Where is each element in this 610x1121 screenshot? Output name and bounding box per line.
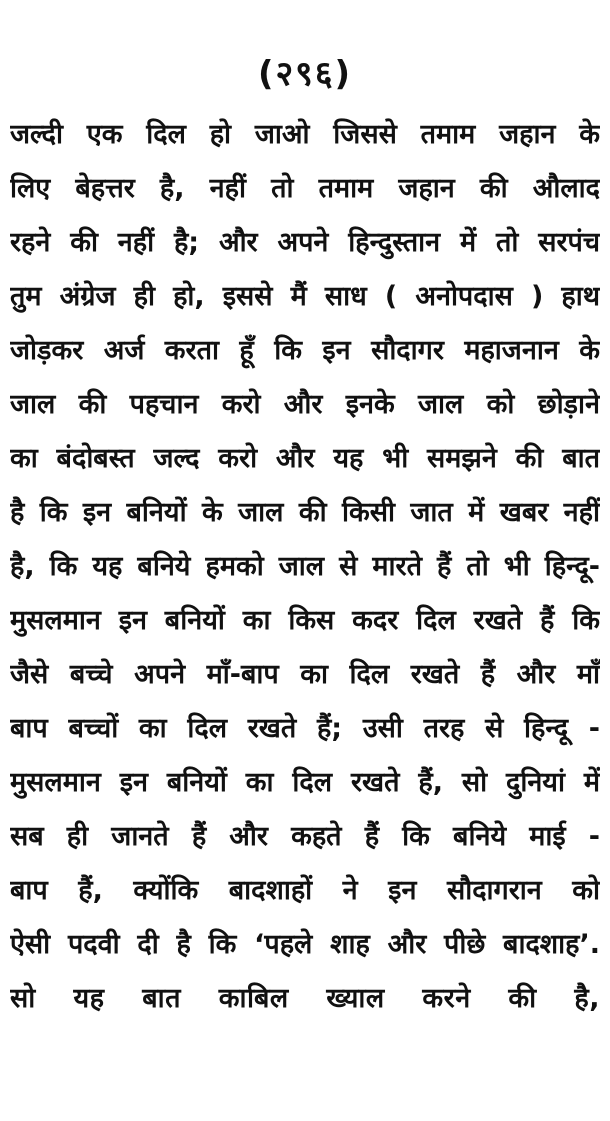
text-line: बाप हैं, क्योंकि बादशाहों ने इन सौदागरान को [10, 875, 600, 906]
text-line: रहने की नहीं है; और अपने हिन्दुस्तान में तो सरपंच [10, 227, 600, 258]
text-line: तुम अंग्रेज ही हो, इससे मैं साध ( अनोपदास ) हाथ [10, 281, 600, 312]
text-line: जाल की पहचान करो और इनके जाल को छोड़ाने [10, 389, 600, 420]
text-line: जल्दी एक दिल हो जाओ जिससे तमाम जहान के [10, 119, 600, 150]
text-line: का बंदोबस्त जल्द करो और यह भी समझने की बात [10, 443, 600, 474]
text-line: बाप बच्चों का दिल रखते हैं; उसी तरह से हिन्दू - [10, 713, 600, 744]
text-line: जैसे बच्चे अपने माँ-बाप का दिल रखते हैं और माँ [10, 659, 600, 690]
text-line: सो यह बात काबिल ख्याल करने की है, [10, 983, 600, 1014]
text-line: ऐसी पदवी दी है कि ‘पहले शाह और पीछे बादशाह’. [10, 929, 600, 960]
text-line: मुसलमान इन बनियों का किस कदर दिल रखते हैं कि [10, 605, 600, 636]
text-line: है कि इन बनियों के जाल की किसी जात में खबर नहीं [10, 497, 600, 528]
body-text [10, 108, 600, 1026]
text-line: लिए बेहत्तर है, नहीं तो तमाम जहान की औलाद [10, 173, 600, 204]
text-line: जोड़कर अर्ज करता हूँ कि इन सौदागर महाजनान के [10, 335, 600, 366]
text-line: है, कि यह बनिये हमको जाल से मारते हैं तो भी हिन्दू- [10, 551, 600, 582]
text-line: सब ही जानते हैं और कहते हैं कि बनिये माई - [10, 821, 600, 852]
text-line: मुसलमान इन बनियों का दिल रखते हैं, सो दुनियां में [10, 767, 600, 798]
page-number: (२९६) [257, 54, 353, 94]
